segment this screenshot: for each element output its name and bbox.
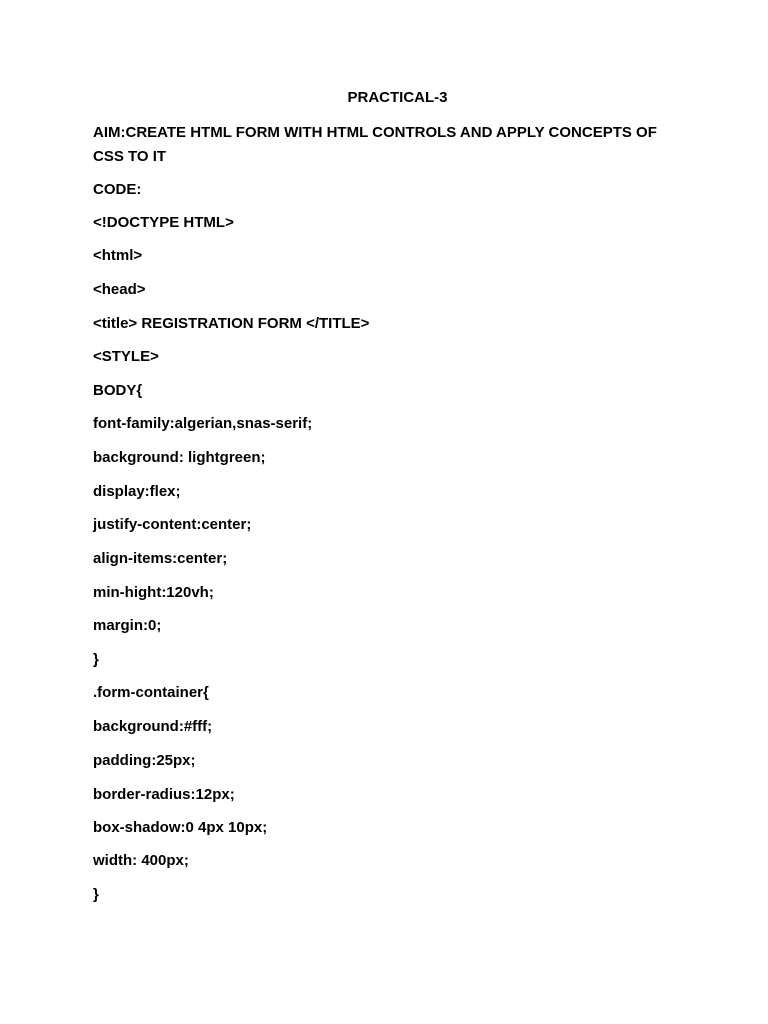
code-line: } [93, 886, 99, 903]
code-heading: CODE: [93, 181, 142, 198]
code-line: <!DOCTYPE HTML> [93, 214, 234, 231]
code-line: justify-content:center; [93, 516, 252, 533]
code-line: <title> REGISTRATION FORM </TITLE> [93, 315, 370, 332]
code-line: width: 400px; [93, 852, 189, 869]
code-line: font-family:algerian,snas-serif; [93, 415, 313, 432]
code-line: } [93, 651, 99, 668]
code-line: .form-container{ [93, 684, 209, 701]
code-line: padding:25px; [93, 752, 196, 769]
code-line: background: lightgreen; [93, 449, 266, 466]
code-line: <STYLE> [93, 348, 159, 365]
code-line: <html> [93, 247, 143, 264]
code-line: align-items:center; [93, 550, 228, 567]
code-line: margin:0; [93, 617, 162, 634]
code-line: min-hight:120vh; [93, 584, 214, 601]
code-line: background:#fff; [93, 718, 213, 735]
code-line: <head> [93, 281, 146, 298]
code-line: display:flex; [93, 483, 181, 500]
code-line: border-radius:12px; [93, 786, 235, 803]
document-title: PRACTICAL-3 [347, 89, 448, 106]
aim-statement: AIM:CREATE HTML FORM WITH HTML CONTROLS AND APPLY CONCEPTS OF CSS TO IT [93, 124, 657, 165]
code-line: BODY{ [93, 382, 143, 399]
code-line: box-shadow:0 4px 10px; [93, 819, 268, 836]
